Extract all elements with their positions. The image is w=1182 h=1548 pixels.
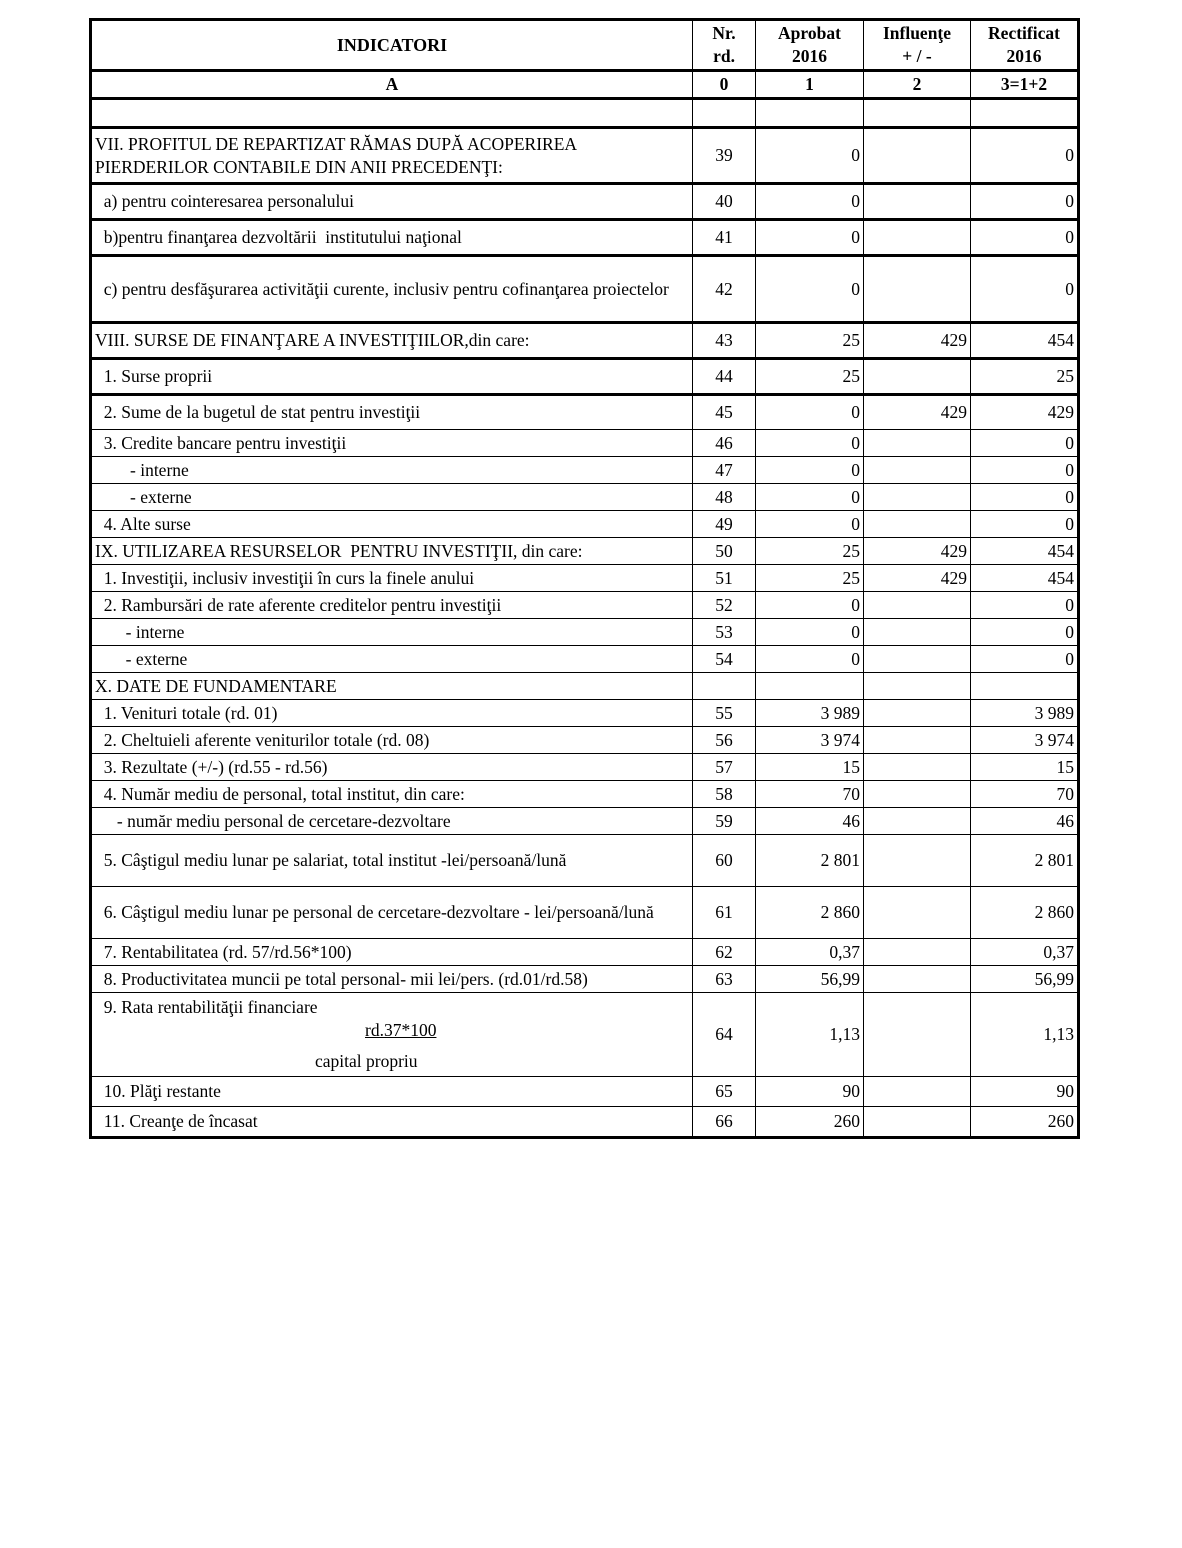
rectified-cell: 0 bbox=[971, 184, 1079, 220]
table-row bbox=[91, 484, 1079, 511]
table-row bbox=[91, 993, 1079, 1077]
code-1: 1 bbox=[756, 71, 864, 99]
indicator-label: VII. PROFITUL DE REPARTIZAT RĂMAS DUPĂ ACOPERIREA PIERDERILOR CONTABILE DIN ANII PRECEDENŢI: bbox=[95, 133, 581, 177]
table-row bbox=[91, 538, 1079, 565]
row-number-cell bbox=[693, 673, 756, 700]
table-row bbox=[91, 808, 1079, 835]
blank-cell bbox=[756, 99, 864, 128]
approved-cell: 0,37 bbox=[756, 939, 864, 966]
influence-cell bbox=[864, 256, 971, 323]
influence-cell bbox=[864, 484, 971, 511]
approved-cell: 25 bbox=[756, 359, 864, 395]
header-rectified-line2: 2016 bbox=[1006, 46, 1042, 66]
indicator-label: 10. Plăţi restante bbox=[95, 1081, 221, 1101]
rectified-cell: 0 bbox=[971, 619, 1079, 646]
rectified-cell: 1,13 bbox=[971, 993, 1079, 1077]
row-number-cell: 47 bbox=[693, 457, 756, 484]
header-influence-line1: Influenţe bbox=[882, 23, 952, 43]
row-number-cell: 48 bbox=[693, 484, 756, 511]
indicator-label: 4. Număr mediu de personal, total institut, din care: bbox=[95, 783, 465, 804]
indicator-cell bbox=[91, 128, 693, 184]
approved-cell: 2 801 bbox=[756, 835, 864, 887]
indicator-label: 1. Venituri totale (rd. 01) bbox=[95, 702, 278, 723]
column-code-row bbox=[91, 71, 1079, 99]
row-number-cell: 59 bbox=[693, 808, 756, 835]
influence-cell: 429 bbox=[864, 565, 971, 592]
influence-cell bbox=[864, 727, 971, 754]
ratio-denominator: capital propriu bbox=[315, 1051, 418, 1071]
indicator-label: a) pentru cointeresarea personalului bbox=[95, 191, 354, 211]
indicator-cell bbox=[91, 835, 693, 887]
header-approved bbox=[756, 20, 864, 71]
header-indicator: INDICATORI bbox=[91, 20, 693, 71]
rectified-cell: 3 989 bbox=[971, 700, 1079, 727]
blank-cell bbox=[971, 99, 1079, 128]
row-number-cell: 51 bbox=[693, 565, 756, 592]
rectified-cell: 2 860 bbox=[971, 887, 1079, 939]
indicator-label: VIII. SURSE DE FINANŢARE A INVESTIŢIILOR,din care: bbox=[95, 330, 530, 350]
approved-cell: 0 bbox=[756, 430, 864, 457]
table-row bbox=[91, 592, 1079, 619]
table-row bbox=[91, 323, 1079, 359]
approved-cell: 46 bbox=[756, 808, 864, 835]
indicator-label: 8. Productivitatea muncii pe total personal- mii lei/pers. (rd.01/rd.58) bbox=[95, 968, 588, 989]
row-number-cell: 43 bbox=[693, 323, 756, 359]
approved-cell: 0 bbox=[756, 220, 864, 256]
indicator-label: - număr mediu personal de cercetare-dezvoltare bbox=[95, 810, 451, 831]
influence-cell bbox=[864, 673, 971, 700]
table-row bbox=[91, 256, 1079, 323]
indicator-label: IX. UTILIZAREA RESURSELOR PENTRU INVESTIŢII, din care: bbox=[95, 540, 583, 561]
table-row bbox=[91, 673, 1079, 700]
indicator-cell bbox=[91, 538, 693, 565]
indicator-label: 3. Rezultate (+/-) (rd.55 - rd.56) bbox=[95, 756, 328, 777]
row-number-cell: 65 bbox=[693, 1077, 756, 1107]
rectified-cell: 429 bbox=[971, 395, 1079, 430]
blank-cell bbox=[693, 99, 756, 128]
row-number-cell: 63 bbox=[693, 966, 756, 993]
blank-row bbox=[91, 99, 1079, 128]
table-row bbox=[91, 1107, 1079, 1138]
table-row bbox=[91, 646, 1079, 673]
row-number-cell: 60 bbox=[693, 835, 756, 887]
table-row bbox=[91, 184, 1079, 220]
rectified-cell: 0 bbox=[971, 256, 1079, 323]
indicator-cell bbox=[91, 939, 693, 966]
indicator-cell bbox=[91, 184, 693, 220]
table-row bbox=[91, 1077, 1079, 1107]
approved-cell: 0 bbox=[756, 619, 864, 646]
influence-cell bbox=[864, 220, 971, 256]
table-row bbox=[91, 887, 1079, 939]
table-row bbox=[91, 700, 1079, 727]
indicator-label: 3. Credite bancare pentru investiţii bbox=[95, 432, 347, 453]
influence-cell bbox=[864, 430, 971, 457]
approved-cell: 56,99 bbox=[756, 966, 864, 993]
indicator-label: 2. Rambursări de rate aferente creditelor pentru investiţii bbox=[95, 594, 502, 615]
indicator-label: X. DATE DE FUNDAMENTARE bbox=[95, 675, 337, 696]
indicator-cell bbox=[91, 808, 693, 835]
indicator-label: 1. Investiţii, inclusiv investiţii în curs la finele anului bbox=[95, 567, 475, 588]
table-row bbox=[91, 835, 1079, 887]
indicator-cell bbox=[91, 592, 693, 619]
indicator-label: b)pentru finanţarea dezvoltării institutului naţional bbox=[95, 227, 462, 247]
indicator-label: - externe bbox=[95, 648, 188, 669]
table-row bbox=[91, 754, 1079, 781]
indicator-cell bbox=[91, 484, 693, 511]
rectified-cell: 454 bbox=[971, 323, 1079, 359]
indicator-label: 11. Creanţe de încasat bbox=[95, 1111, 258, 1131]
approved-cell: 0 bbox=[756, 256, 864, 323]
header-rectified-line1: Rectificat bbox=[988, 23, 1060, 43]
approved-cell: 3 974 bbox=[756, 727, 864, 754]
influence-cell bbox=[864, 781, 971, 808]
influence-cell bbox=[864, 808, 971, 835]
approved-cell: 0 bbox=[756, 395, 864, 430]
row-number-cell: 49 bbox=[693, 511, 756, 538]
header-rectified bbox=[971, 20, 1079, 71]
code-0: 0 bbox=[693, 71, 756, 99]
code-3: 3=1+2 bbox=[971, 71, 1079, 99]
header-influence bbox=[864, 20, 971, 71]
row-number-cell: 41 bbox=[693, 220, 756, 256]
indicator-label: - externe bbox=[95, 486, 192, 507]
table-row bbox=[91, 565, 1079, 592]
indicator-label: 2. Cheltuieli aferente veniturilor totale (rd. 08) bbox=[95, 729, 430, 750]
rectified-cell: 260 bbox=[971, 1107, 1079, 1138]
indicator-cell bbox=[91, 619, 693, 646]
row-number-cell: 56 bbox=[693, 727, 756, 754]
row-number-cell: 61 bbox=[693, 887, 756, 939]
influence-cell bbox=[864, 184, 971, 220]
header-approved-line2: 2016 bbox=[792, 46, 827, 66]
indicator-cell bbox=[91, 511, 693, 538]
indicator-cell bbox=[91, 754, 693, 781]
table-row bbox=[91, 220, 1079, 256]
table-row bbox=[91, 966, 1079, 993]
table-row bbox=[91, 359, 1079, 395]
header-nr-line2: rd. bbox=[713, 46, 735, 66]
row-number-cell: 40 bbox=[693, 184, 756, 220]
approved-cell: 1,13 bbox=[756, 993, 864, 1077]
row-number-cell: 57 bbox=[693, 754, 756, 781]
row-number-cell: 58 bbox=[693, 781, 756, 808]
indicator-label: c) pentru desfăşurarea activităţii curente, inclusiv pentru cofinanţarea proiectelor bbox=[95, 278, 669, 299]
row-number-cell: 50 bbox=[693, 538, 756, 565]
indicator-cell bbox=[91, 1107, 693, 1138]
indicator-label: - interne bbox=[95, 621, 185, 642]
approved-cell: 0 bbox=[756, 484, 864, 511]
approved-cell: 2 860 bbox=[756, 887, 864, 939]
rectified-cell: 70 bbox=[971, 781, 1079, 808]
code-2: 2 bbox=[864, 71, 971, 99]
approved-cell: 70 bbox=[756, 781, 864, 808]
influence-cell bbox=[864, 887, 971, 939]
table-row bbox=[91, 395, 1079, 430]
row-number-cell: 55 bbox=[693, 700, 756, 727]
table-row bbox=[91, 457, 1079, 484]
influence-cell bbox=[864, 754, 971, 781]
blank-cell bbox=[864, 99, 971, 128]
influence-cell bbox=[864, 128, 971, 184]
indicator-label: 4. Alte surse bbox=[95, 513, 191, 534]
indicator-cell bbox=[91, 887, 693, 939]
row-number-cell: 54 bbox=[693, 646, 756, 673]
indicator-cell bbox=[91, 673, 693, 700]
rectified-cell: 0 bbox=[971, 511, 1079, 538]
approved-cell: 15 bbox=[756, 754, 864, 781]
approved-cell: 0 bbox=[756, 184, 864, 220]
table-header-row bbox=[91, 20, 1079, 71]
rectified-cell: 0 bbox=[971, 457, 1079, 484]
approved-cell: 0 bbox=[756, 592, 864, 619]
rectified-cell: 0 bbox=[971, 592, 1079, 619]
row-number-cell: 42 bbox=[693, 256, 756, 323]
row-number-cell: 64 bbox=[693, 993, 756, 1077]
indicator-cell bbox=[91, 359, 693, 395]
influence-cell bbox=[864, 511, 971, 538]
table-row bbox=[91, 727, 1079, 754]
indicator-cell bbox=[91, 256, 693, 323]
table-body bbox=[91, 128, 1079, 1138]
approved-cell: 0 bbox=[756, 511, 864, 538]
row-number-cell: 39 bbox=[693, 128, 756, 184]
row-number-cell: 62 bbox=[693, 939, 756, 966]
approved-cell: 0 bbox=[756, 646, 864, 673]
influence-cell bbox=[864, 592, 971, 619]
rectified-cell: 0 bbox=[971, 128, 1079, 184]
header-nr-line1: Nr. bbox=[712, 23, 736, 43]
header-row-number bbox=[693, 20, 756, 71]
rectified-cell bbox=[971, 673, 1079, 700]
rectified-cell: 25 bbox=[971, 359, 1079, 395]
indicator-cell bbox=[91, 646, 693, 673]
indicator-cell bbox=[91, 727, 693, 754]
table-row bbox=[91, 511, 1079, 538]
row-number-cell: 46 bbox=[693, 430, 756, 457]
influence-cell: 429 bbox=[864, 538, 971, 565]
influence-cell bbox=[864, 619, 971, 646]
rectified-cell: 0 bbox=[971, 430, 1079, 457]
indicator-cell bbox=[91, 220, 693, 256]
indicator-label: 2. Sume de la bugetul de stat pentru investiţii bbox=[95, 402, 421, 422]
rectified-cell: 2 801 bbox=[971, 835, 1079, 887]
table-row bbox=[91, 430, 1079, 457]
influence-cell bbox=[864, 646, 971, 673]
code-a: A bbox=[91, 71, 693, 99]
influence-cell bbox=[864, 993, 971, 1077]
approved-cell bbox=[756, 673, 864, 700]
indicator-cell bbox=[91, 430, 693, 457]
approved-cell: 25 bbox=[756, 565, 864, 592]
indicator-cell bbox=[91, 700, 693, 727]
approved-cell: 3 989 bbox=[756, 700, 864, 727]
influence-cell bbox=[864, 835, 971, 887]
row-number-cell: 66 bbox=[693, 1107, 756, 1138]
indicator-label: 9. Rata rentabilităţii financiare bbox=[95, 997, 318, 1017]
approved-cell: 25 bbox=[756, 323, 864, 359]
influence-cell: 429 bbox=[864, 323, 971, 359]
influence-cell bbox=[864, 457, 971, 484]
rectified-cell: 56,99 bbox=[971, 966, 1079, 993]
influence-cell bbox=[864, 359, 971, 395]
rectified-cell: 0 bbox=[971, 484, 1079, 511]
approved-cell: 25 bbox=[756, 538, 864, 565]
rectified-cell: 0 bbox=[971, 646, 1079, 673]
rectified-cell: 15 bbox=[971, 754, 1079, 781]
header-influence-line2: + / - bbox=[902, 46, 932, 66]
indicator-cell bbox=[91, 966, 693, 993]
rectified-cell: 90 bbox=[971, 1077, 1079, 1107]
indicator-cell bbox=[91, 781, 693, 808]
influence-cell bbox=[864, 700, 971, 727]
rectified-cell: 454 bbox=[971, 565, 1079, 592]
influence-cell bbox=[864, 966, 971, 993]
rectified-cell: 0,37 bbox=[971, 939, 1079, 966]
ratio-numerator: rd.37*100 bbox=[365, 1020, 437, 1040]
table-row bbox=[91, 128, 1079, 184]
indicator-label: 7. Rentabilitatea (rd. 57/rd.56*100) bbox=[95, 941, 352, 962]
approved-cell: 260 bbox=[756, 1107, 864, 1138]
table-row bbox=[91, 619, 1079, 646]
approved-cell: 0 bbox=[756, 457, 864, 484]
indicator-cell bbox=[91, 565, 693, 592]
header-approved-line1: Aprobat bbox=[778, 23, 841, 43]
table-row bbox=[91, 781, 1079, 808]
row-number-cell: 53 bbox=[693, 619, 756, 646]
indicator-label: 6. Câştigul mediu lunar pe personal de cercetare-dezvoltare - lei/persoană/lună bbox=[95, 902, 654, 922]
influence-cell: 429 bbox=[864, 395, 971, 430]
approved-cell: 0 bbox=[756, 128, 864, 184]
budget-table bbox=[89, 18, 1080, 1139]
indicator-cell bbox=[91, 1077, 693, 1107]
indicator-cell bbox=[91, 993, 693, 1077]
indicator-cell bbox=[91, 395, 693, 430]
indicator-label: - interne bbox=[95, 459, 189, 480]
indicator-label: 5. Câştigul mediu lunar pe salariat, total institut -lei/persoană/lună bbox=[95, 850, 567, 870]
rectified-cell: 0 bbox=[971, 220, 1079, 256]
influence-cell bbox=[864, 939, 971, 966]
influence-cell bbox=[864, 1107, 971, 1138]
rectified-cell: 46 bbox=[971, 808, 1079, 835]
influence-cell bbox=[864, 1077, 971, 1107]
row-number-cell: 44 bbox=[693, 359, 756, 395]
row-number-cell: 52 bbox=[693, 592, 756, 619]
rectified-cell: 454 bbox=[971, 538, 1079, 565]
table-row bbox=[91, 939, 1079, 966]
indicator-label: 1. Surse proprii bbox=[95, 366, 213, 386]
blank-cell bbox=[91, 99, 693, 128]
indicator-cell bbox=[91, 457, 693, 484]
indicator-cell bbox=[91, 323, 693, 359]
approved-cell: 90 bbox=[756, 1077, 864, 1107]
row-number-cell: 45 bbox=[693, 395, 756, 430]
rectified-cell: 3 974 bbox=[971, 727, 1079, 754]
